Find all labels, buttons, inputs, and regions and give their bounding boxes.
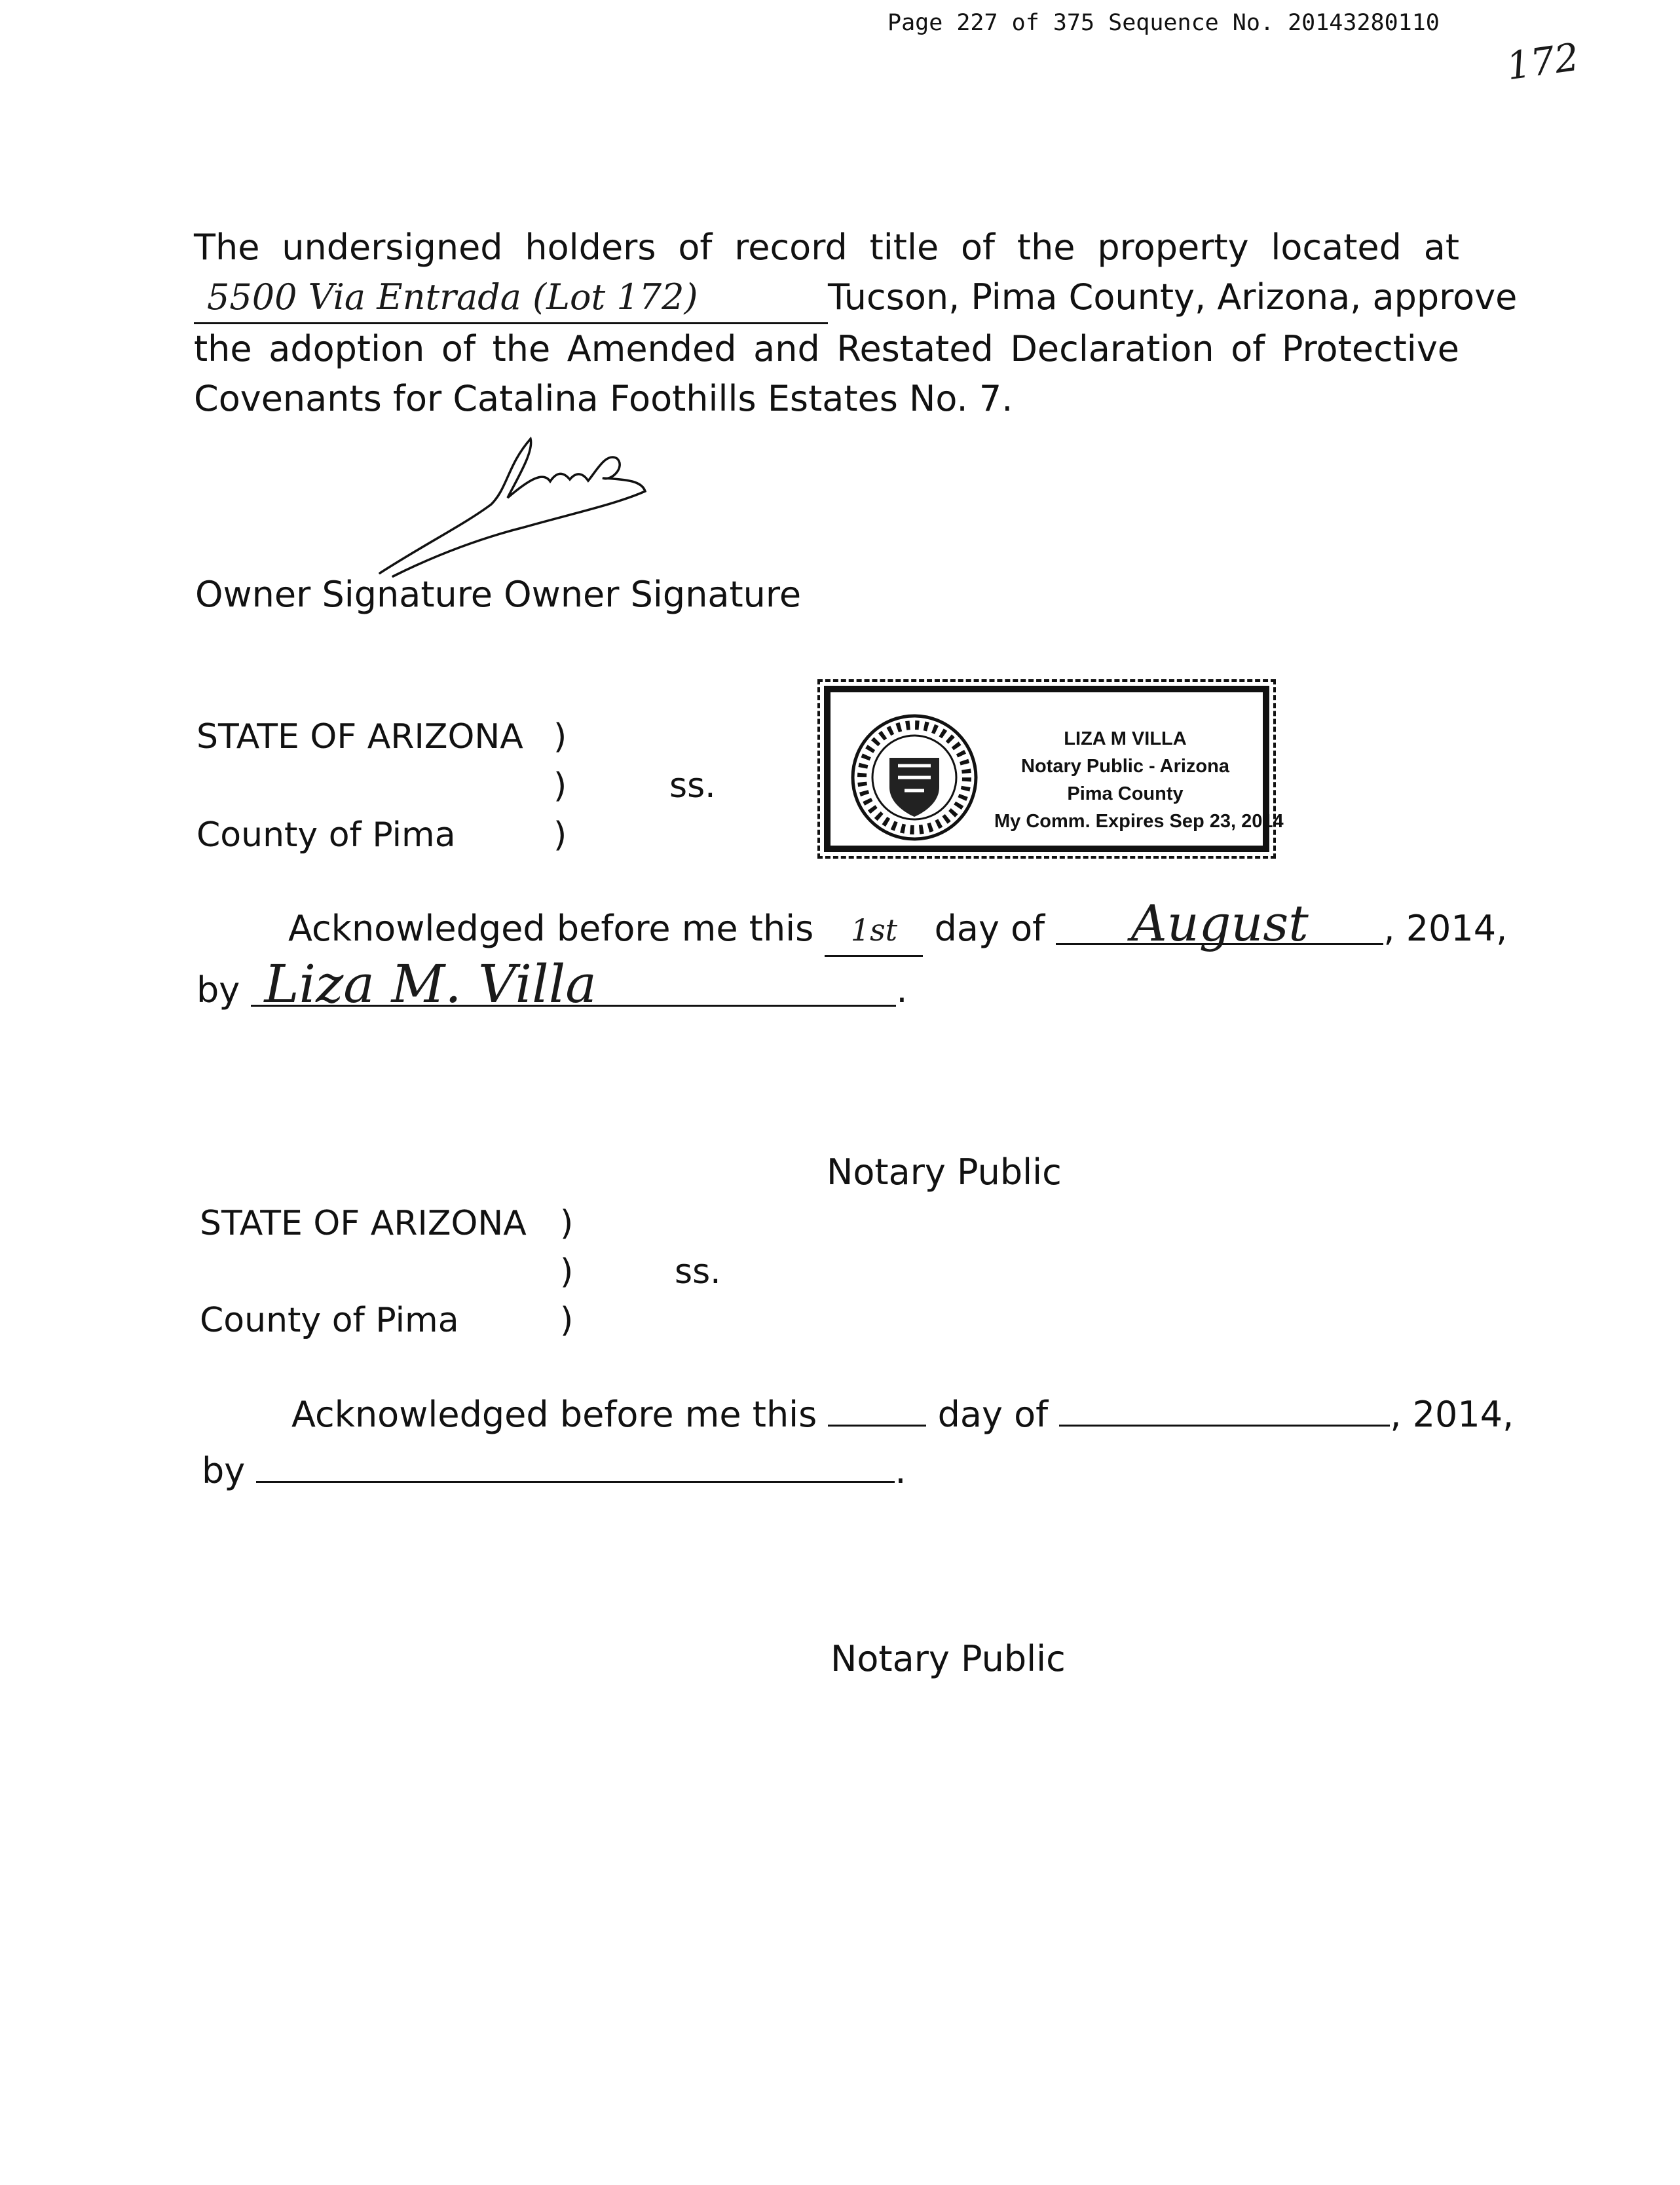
notary-public-label-1: Notary Public: [827, 1151, 1062, 1193]
ack-prefix-2: Acknowledged before me this: [291, 1394, 817, 1435]
ack-month-field-2: [1059, 1392, 1390, 1427]
ack-prefix-1: Acknowledged before me this: [288, 908, 814, 949]
property-address-field: 5500 Via Entrada (Lot 172): [194, 272, 828, 324]
ss-label-2: ss.: [675, 1252, 721, 1292]
paren-1a: ): [553, 717, 567, 756]
page-sequence-header: Page 227 of 375 Sequence No. 20143280110: [887, 10, 1440, 36]
ack-period-1: .: [896, 969, 908, 1011]
state-label-2: STATE OF ARIZONA: [200, 1204, 527, 1243]
handwritten-page-number: 172: [1503, 34, 1582, 89]
notary-public-label-2: Notary Public: [831, 1638, 1066, 1679]
ack-year-2: , 2014,: [1390, 1394, 1514, 1435]
notary-stamp: [824, 686, 1284, 852]
ack-day-of-1: day of: [934, 908, 1045, 949]
ack-by-1: by: [196, 969, 240, 1011]
ack-by-2: by: [202, 1450, 246, 1491]
state-label-1: STATE OF ARIZONA: [196, 717, 523, 756]
approval-line-4: Covenants for Catalina Foothills Estates No. 7.: [194, 378, 1013, 419]
paren-1c: ): [553, 815, 567, 855]
stamp-text: [994, 725, 1284, 835]
county-label-2: County of Pima: [200, 1301, 459, 1340]
county-label-1: County of Pima: [196, 815, 456, 855]
approval-paragraph: [194, 223, 1518, 424]
ack-day-field-2: [828, 1392, 926, 1427]
approval-line-2: [194, 272, 1518, 324]
ack-month-field-1: August: [1056, 904, 1383, 945]
ack-period-2: .: [895, 1450, 906, 1491]
ack-by-name-field-2: [256, 1448, 895, 1483]
paren-2a: ): [560, 1204, 574, 1243]
approval-city-text: Tucson, Pima County, Arizona, approve: [828, 276, 1518, 318]
ack-by-name-field-1: Liza M. Villa: [251, 964, 896, 1007]
ack-year-1: , 2014,: [1383, 908, 1508, 949]
stamp-county: Pima County: [1067, 783, 1184, 804]
acknowledgment-line-2: [291, 1390, 1514, 1440]
stamp-notary-title: Notary Public - Arizona: [1021, 756, 1229, 777]
paren-2b: ): [560, 1252, 574, 1292]
great-seal-icon: [849, 712, 980, 843]
approval-line-3: the adoption of the Amended and Restated Declaration of Protective: [194, 328, 1459, 369]
owner-signature-label: Owner Signature Owner Signature: [195, 574, 802, 615]
ack-day-field-1: 1st: [825, 905, 923, 957]
owner-signature-image: [367, 426, 662, 583]
ss-label-1: ss.: [669, 766, 716, 806]
approval-line-1: The undersigned holders of record title of the property located at: [194, 227, 1459, 268]
paren-2c: ): [560, 1301, 574, 1340]
stamp-notary-name: LIZA M VILLA: [1064, 728, 1187, 749]
acknowledgment-line-1: [288, 894, 1508, 957]
paren-1b: ): [553, 766, 567, 806]
acknowledgment-by-line-1: [196, 954, 908, 1015]
stamp-expiration: My Comm. Expires Sep 23, 2014: [994, 811, 1284, 832]
acknowledgment-by-line-2: [202, 1446, 906, 1496]
ack-day-of-2: day of: [937, 1394, 1049, 1435]
